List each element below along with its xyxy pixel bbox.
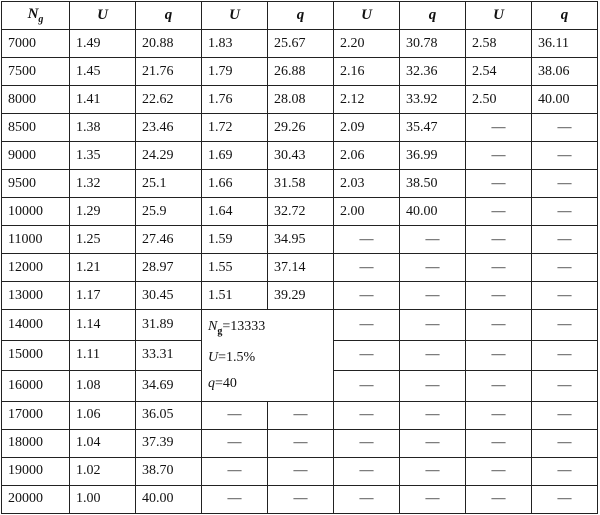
table-cell: 1.21 bbox=[70, 254, 136, 282]
table-cell: — bbox=[400, 371, 466, 402]
cell-ng: 15000 bbox=[2, 340, 70, 371]
table-cell: — bbox=[400, 282, 466, 310]
table-cell: 2.00 bbox=[334, 198, 400, 226]
table-cell: 27.46 bbox=[136, 226, 202, 254]
table-cell: — bbox=[466, 114, 532, 142]
table-cell: 32.72 bbox=[268, 198, 334, 226]
table-cell: — bbox=[466, 371, 532, 402]
table-cell: — bbox=[466, 170, 532, 198]
table-row bbox=[2, 401, 598, 429]
note-q: q=40 bbox=[208, 375, 237, 391]
table-cell: — bbox=[532, 226, 598, 254]
table-cell: — bbox=[532, 170, 598, 198]
table-cell: 2.58 bbox=[466, 30, 532, 58]
table-cell: — bbox=[334, 226, 400, 254]
note-u: U=1.5% bbox=[208, 349, 256, 365]
table-cell: — bbox=[268, 429, 334, 457]
table-cell: — bbox=[268, 401, 334, 429]
cell-ng: 17000 bbox=[2, 401, 70, 429]
table-cell: 1.38 bbox=[70, 114, 136, 142]
header-row bbox=[2, 2, 598, 30]
table-cell: 35.47 bbox=[400, 114, 466, 142]
table-cell: 1.76 bbox=[202, 86, 268, 114]
header-ng: $N_g$ bbox=[2, 2, 70, 30]
table-row bbox=[2, 310, 598, 341]
cell-ng: 8500 bbox=[2, 114, 70, 142]
table-cell: 36.11 bbox=[532, 30, 598, 58]
header-u: U bbox=[334, 2, 400, 30]
table-cell: 40.00 bbox=[532, 86, 598, 114]
table-cell: — bbox=[466, 401, 532, 429]
table-cell: — bbox=[202, 457, 268, 485]
table-cell: 1.49 bbox=[70, 30, 136, 58]
table-cell: — bbox=[532, 457, 598, 485]
table-cell: — bbox=[334, 371, 400, 402]
table-cell: — bbox=[466, 457, 532, 485]
table-cell: — bbox=[400, 226, 466, 254]
note-cell bbox=[202, 310, 334, 402]
table-cell: 1.29 bbox=[70, 198, 136, 226]
table-cell: — bbox=[202, 485, 268, 513]
table-cell: 2.16 bbox=[334, 58, 400, 86]
table-cell: — bbox=[400, 401, 466, 429]
table-cell: 22.62 bbox=[136, 86, 202, 114]
table-row bbox=[2, 254, 598, 282]
header-u: U bbox=[202, 2, 268, 30]
table-cell: 1.11 bbox=[70, 340, 136, 371]
table-cell: — bbox=[466, 429, 532, 457]
table-cell: 1.72 bbox=[202, 114, 268, 142]
cell-ng: 14000 bbox=[2, 310, 70, 341]
table-cell: 31.58 bbox=[268, 170, 334, 198]
table-cell: — bbox=[334, 310, 400, 341]
table-cell: 32.36 bbox=[400, 58, 466, 86]
table-row bbox=[2, 58, 598, 86]
table-cell: — bbox=[334, 485, 400, 513]
table-cell: — bbox=[400, 254, 466, 282]
table-cell: 1.00 bbox=[70, 485, 136, 513]
table-cell: 30.45 bbox=[136, 282, 202, 310]
table-cell: 1.35 bbox=[70, 142, 136, 170]
table-cell: 1.83 bbox=[202, 30, 268, 58]
table-cell: 1.79 bbox=[202, 58, 268, 86]
table-cell: 1.41 bbox=[70, 86, 136, 114]
cell-ng: 8000 bbox=[2, 86, 70, 114]
table-cell: 34.69 bbox=[136, 371, 202, 402]
table-cell: 1.55 bbox=[202, 254, 268, 282]
table-row bbox=[2, 114, 598, 142]
cell-ng: 20000 bbox=[2, 485, 70, 513]
table-cell: 24.29 bbox=[136, 142, 202, 170]
table-cell: 1.51 bbox=[202, 282, 268, 310]
table-cell: 34.95 bbox=[268, 226, 334, 254]
table-row bbox=[2, 485, 598, 513]
cell-ng: 7500 bbox=[2, 58, 70, 86]
table-cell: 1.06 bbox=[70, 401, 136, 429]
cell-ng: 11000 bbox=[2, 226, 70, 254]
table-row bbox=[2, 30, 598, 58]
table-cell: — bbox=[466, 254, 532, 282]
table-cell: — bbox=[334, 340, 400, 371]
table-cell: 36.99 bbox=[400, 142, 466, 170]
header-u: U bbox=[70, 2, 136, 30]
table-row bbox=[2, 429, 598, 457]
table-cell: 28.08 bbox=[268, 86, 334, 114]
table-cell: 1.59 bbox=[202, 226, 268, 254]
table-cell: 1.04 bbox=[70, 429, 136, 457]
table-cell: 33.92 bbox=[400, 86, 466, 114]
table-cell: — bbox=[268, 457, 334, 485]
table-cell: — bbox=[202, 429, 268, 457]
table-cell: 25.67 bbox=[268, 30, 334, 58]
table-cell: — bbox=[532, 485, 598, 513]
table-row bbox=[2, 226, 598, 254]
cell-ng: 9000 bbox=[2, 142, 70, 170]
table-body bbox=[2, 30, 598, 514]
cell-ng: 19000 bbox=[2, 457, 70, 485]
table-cell: — bbox=[400, 340, 466, 371]
table-cell: 2.50 bbox=[466, 86, 532, 114]
table-cell: 1.02 bbox=[70, 457, 136, 485]
table-cell: 33.31 bbox=[136, 340, 202, 371]
table-cell: — bbox=[532, 371, 598, 402]
table-cell: 1.08 bbox=[70, 371, 136, 402]
table-cell: 2.54 bbox=[466, 58, 532, 86]
table-cell: 23.46 bbox=[136, 114, 202, 142]
table-cell: — bbox=[466, 282, 532, 310]
table-cell: — bbox=[532, 429, 598, 457]
table-cell: 36.05 bbox=[136, 401, 202, 429]
table-cell: — bbox=[532, 142, 598, 170]
table-cell: — bbox=[532, 198, 598, 226]
table-cell: 26.88 bbox=[268, 58, 334, 86]
table-cell: — bbox=[400, 310, 466, 341]
table-cell: 1.64 bbox=[202, 198, 268, 226]
table-cell: 30.43 bbox=[268, 142, 334, 170]
header-q: q bbox=[400, 2, 466, 30]
table-row bbox=[2, 198, 598, 226]
table-cell: — bbox=[400, 485, 466, 513]
header-q: q bbox=[532, 2, 598, 30]
cell-ng: 9500 bbox=[2, 170, 70, 198]
table-cell: 38.50 bbox=[400, 170, 466, 198]
cell-ng: 13000 bbox=[2, 282, 70, 310]
table-row bbox=[2, 170, 598, 198]
table-cell: — bbox=[202, 401, 268, 429]
table-cell: 38.06 bbox=[532, 58, 598, 86]
table-cell: — bbox=[466, 310, 532, 341]
table-cell: — bbox=[268, 485, 334, 513]
table-cell: 2.06 bbox=[334, 142, 400, 170]
cell-ng: 12000 bbox=[2, 254, 70, 282]
table-cell: 2.20 bbox=[334, 30, 400, 58]
table-row bbox=[2, 86, 598, 114]
table-cell: 40.00 bbox=[136, 485, 202, 513]
table-cell: 29.26 bbox=[268, 114, 334, 142]
table-cell: 1.25 bbox=[70, 226, 136, 254]
table-cell: 37.14 bbox=[268, 254, 334, 282]
table-cell: — bbox=[400, 429, 466, 457]
table-cell: — bbox=[532, 282, 598, 310]
table-cell: — bbox=[532, 310, 598, 341]
header-q: q bbox=[136, 2, 202, 30]
table-cell: — bbox=[532, 114, 598, 142]
table-cell: 25.9 bbox=[136, 198, 202, 226]
table-cell: 37.39 bbox=[136, 429, 202, 457]
table-cell: 1.32 bbox=[70, 170, 136, 198]
cell-ng: 16000 bbox=[2, 371, 70, 402]
table-cell: — bbox=[334, 457, 400, 485]
table-cell: — bbox=[400, 457, 466, 485]
note-ng: $N_g=13333$ bbox=[208, 319, 266, 337]
table-cell: 28.97 bbox=[136, 254, 202, 282]
data-table bbox=[1, 1, 598, 514]
table-cell: — bbox=[334, 401, 400, 429]
table-row bbox=[2, 282, 598, 310]
table-cell: 1.45 bbox=[70, 58, 136, 86]
table-cell: 1.69 bbox=[202, 142, 268, 170]
table-cell: — bbox=[466, 485, 532, 513]
header-q: q bbox=[268, 2, 334, 30]
table-cell: — bbox=[532, 401, 598, 429]
table-cell: 25.1 bbox=[136, 170, 202, 198]
table-cell: — bbox=[466, 340, 532, 371]
table-cell: — bbox=[466, 142, 532, 170]
table-cell: 2.12 bbox=[334, 86, 400, 114]
table-cell: 1.14 bbox=[70, 310, 136, 341]
table-cell: 20.88 bbox=[136, 30, 202, 58]
table-cell: 2.09 bbox=[334, 114, 400, 142]
table-cell: — bbox=[532, 254, 598, 282]
table-cell: 30.78 bbox=[400, 30, 466, 58]
table-cell: — bbox=[334, 282, 400, 310]
table-cell: — bbox=[466, 198, 532, 226]
cell-ng: 18000 bbox=[2, 429, 70, 457]
table-cell: — bbox=[334, 254, 400, 282]
table-cell: 21.76 bbox=[136, 58, 202, 86]
cell-ng: 10000 bbox=[2, 198, 70, 226]
table-cell: — bbox=[334, 429, 400, 457]
table-cell: 1.17 bbox=[70, 282, 136, 310]
table-cell: 38.70 bbox=[136, 457, 202, 485]
table-cell: — bbox=[466, 226, 532, 254]
table-row bbox=[2, 457, 598, 485]
table-cell: 39.29 bbox=[268, 282, 334, 310]
table-cell: 40.00 bbox=[400, 198, 466, 226]
cell-ng: 7000 bbox=[2, 30, 70, 58]
header-u: U bbox=[466, 2, 532, 30]
table-row bbox=[2, 142, 598, 170]
table-cell: — bbox=[532, 340, 598, 371]
table-cell: 2.03 bbox=[334, 170, 400, 198]
table-cell: 1.66 bbox=[202, 170, 268, 198]
table-cell: 31.89 bbox=[136, 310, 202, 341]
